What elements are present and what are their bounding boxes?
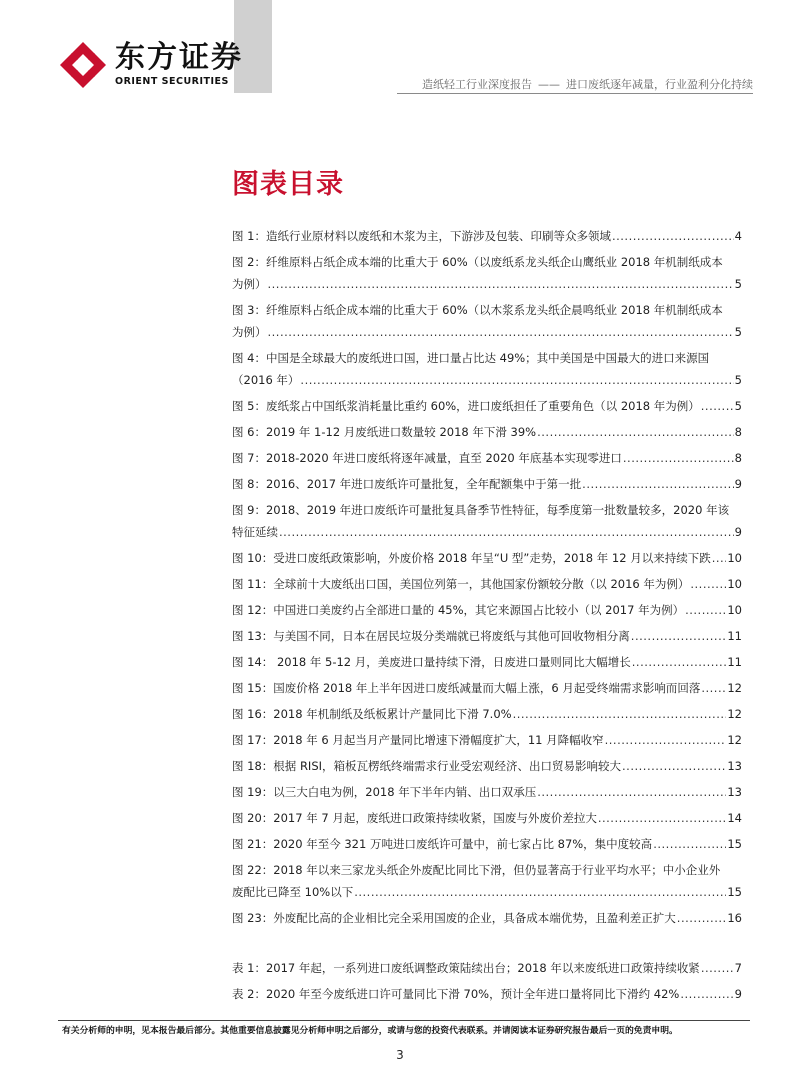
toc-figure-entry[interactable] — [232, 755, 742, 777]
dot-leader — [632, 651, 727, 673]
toc-figure-entry-page-number: 9 — [734, 525, 742, 539]
toc-table-entry-text: 表 1：2017 年起，一系列进口废纸调整政策陆续出台；2018 年以来废纸进口政策持续收紧 — [232, 961, 700, 975]
dot-leader — [268, 273, 734, 295]
toc-figure-entry-text: 图 14： 2018 年 5-12 月，美废进口量持续下滑，日废进口量则同比大幅增长 — [232, 655, 631, 669]
toc-figure-entry-page-number: 5 — [734, 325, 742, 339]
toc-figure-entry-text: 图 8：2016、2017 年进口废纸许可量批复，全年配额集中于第一批 — [232, 477, 582, 491]
toc-figure-entry-page-number: 8 — [734, 451, 742, 465]
toc-figure-entry-text: 图 11：全球前十大废纸出口国，美国位列第一，其他国家份额较分散（以 2016 年为例） — [232, 577, 690, 591]
toc-figure-entry[interactable] — [232, 547, 742, 569]
toc-table-entry-page-number: 7 — [734, 961, 742, 975]
toc-title: 图表目录 — [232, 169, 344, 200]
toc-figure-entry[interactable] — [232, 299, 742, 343]
dot-leader — [537, 781, 726, 803]
toc-figure-entry-text: 图 13：与美国不同，日本在居民垃圾分类端就已将废纸与其他可回收物相分离 — [232, 629, 630, 643]
dot-leader — [677, 907, 727, 929]
dot-leader — [685, 599, 726, 621]
toc-figure-entry-page-number: 5 — [734, 277, 742, 291]
toc-figure-entry-text: 图 12：中国进口美废约占全部进口量的 45%，其它来源国占比较小（以 2017 年为例） — [232, 603, 685, 617]
toc-figure-entry-text: 为例） — [232, 325, 267, 339]
toc-figure-entry-text: 图 18：根据 RISI，箱板瓦楞纸终端需求行业受宏观经济、出口贸易影响较大 — [232, 759, 622, 773]
toc-figure-entry-text: 图 5：废纸浆占中国纸浆消耗量比重约 60%，进口废纸担任了重要角色（以 2018 年为例） — [232, 399, 700, 413]
toc-figure-entry[interactable] — [232, 251, 742, 295]
dot-leader — [631, 625, 727, 647]
dot-leader — [582, 473, 734, 495]
toc-figure-entry[interactable] — [232, 499, 742, 543]
toc-figure-entry[interactable] — [232, 651, 742, 673]
dot-leader — [268, 321, 734, 343]
toc-figure-entry-text: 图 1：造纸行业原材料以废纸和木浆为主，下游涉及包装、印刷等众多领域 — [232, 229, 611, 243]
toc-figure-entry-text: 图 7：2018-2020 年进口废纸将逐年减量，直至 2020 年底基本实现零进口 — [232, 451, 622, 465]
toc-figure-entry[interactable] — [232, 225, 742, 247]
toc-figure-entry-text: 特征延续 — [232, 525, 278, 539]
toc-figure-entry[interactable] — [232, 833, 742, 855]
brand-name-en: ORIENT SECURITIES — [115, 76, 229, 87]
toc-table-entry-page-number: 9 — [734, 987, 742, 1001]
dot-leader — [690, 573, 726, 595]
toc-figure-entry[interactable] — [232, 781, 742, 803]
dot-leader — [300, 369, 733, 391]
toc-figure-entry-page-number: 14 — [727, 811, 742, 825]
toc-figure-entry[interactable] — [232, 807, 742, 829]
toc-figure-entry-page-number: 12 — [727, 681, 742, 695]
toc-figure-entry[interactable] — [232, 573, 742, 595]
report-type: 造纸轻工行业深度报告 — [422, 78, 532, 91]
dot-leader — [513, 703, 727, 725]
toc-list — [232, 225, 742, 1009]
toc-figure-entry[interactable] — [232, 599, 742, 621]
report-title: 进口废纸逐年减量，行业盈利分化持续 — [566, 78, 753, 91]
table-list — [232, 957, 742, 1005]
toc-figure-entry[interactable] — [232, 473, 742, 495]
toc-figure-entry[interactable] — [232, 447, 742, 469]
dot-leader — [680, 983, 733, 1005]
brand-name-cn: 东方证券 — [115, 40, 243, 75]
dot-leader — [712, 547, 727, 569]
toc-figure-entry-page-number: 10 — [727, 551, 742, 565]
toc-figure-entry[interactable] — [232, 395, 742, 417]
toc-figure-entry[interactable] — [232, 421, 742, 443]
toc-figure-entry-text: 图 16：2018 年机制纸及纸板累计产量同比下滑 7.0% — [232, 707, 512, 721]
toc-figure-entry-text: 图 4：中国是全球最大的废纸进口国，进口量占比达 49%；其中美国是中国最大的进口来源国 — [232, 351, 710, 365]
footer-disclaimer: 有关分析师的申明，见本报告最后部分。其他重要信息披露见分析师申明之后部分，或请与您的投资代表联系。并请阅读本证券研究报告最后一页的免责申明。 — [62, 1026, 678, 1036]
toc-figure-entry[interactable] — [232, 625, 742, 647]
dot-leader — [598, 807, 727, 829]
dot-leader — [354, 881, 726, 903]
toc-figure-entry-page-number: 5 — [734, 373, 742, 387]
toc-figure-entry-page-number: 13 — [727, 759, 742, 773]
toc-figure-entry-page-number: 13 — [727, 785, 742, 799]
toc-figure-entry[interactable] — [232, 859, 742, 903]
toc-figure-entry-page-number: 10 — [727, 577, 742, 591]
toc-figure-entry-page-number: 16 — [727, 911, 742, 925]
toc-figure-entry-page-number: 10 — [727, 603, 742, 617]
toc-figure-entry-text: 为例） — [232, 277, 267, 291]
toc-figure-entry-text: 图 23：外废配比高的企业相比完全采用国废的企业，具备成本端优势，且盈利差正扩大 — [232, 911, 676, 925]
toc-figure-entry-page-number: 12 — [727, 707, 742, 721]
toc-figure-entry-text: 图 2：纤维原料占纸企成本端的比重大于 60%（以废纸系龙头纸企山鹰纸业 2018 年机制纸成本 — [232, 255, 723, 269]
toc-figure-entry-text: 图 19：以三大白电为例，2018 年下半年内销、出口双承压 — [232, 785, 537, 799]
toc-figure-entry-page-number: 15 — [727, 837, 742, 851]
orient-securities-logo-icon — [58, 40, 108, 90]
dot-leader — [701, 677, 726, 699]
page-number: 3 — [396, 1048, 404, 1062]
toc-figure-entry-page-number: 11 — [727, 629, 742, 643]
toc-figure-entry[interactable] — [232, 907, 742, 929]
dot-leader — [701, 395, 734, 417]
toc-figure-entry-page-number: 9 — [734, 477, 742, 491]
toc-figure-entry-page-number: 8 — [734, 425, 742, 439]
toc-figure-entry-page-number: 12 — [727, 733, 742, 747]
toc-figure-entry-text: 图 6：2019 年 1-12 月废纸进口数量较 2018 年下滑 39% — [232, 425, 537, 439]
dot-leader — [279, 521, 734, 543]
toc-figure-entry-text: 废配比已降至 10%以下 — [232, 885, 354, 899]
toc-figure-entry-text: 图 22：2018 年以来三家龙头纸企外废配比同比下滑，但仍显著高于行业平均水平；中小企业外 — [232, 863, 721, 877]
toc-figure-entry-page-number: 15 — [727, 885, 742, 899]
toc-table-entry-text: 表 2：2020 年至今废纸进口许可量同比下滑 70%，预计全年进口量将同比下滑约 42% — [232, 987, 680, 1001]
toc-figure-entry-text: 图 21：2020 年至今 321 万吨进口废纸许可量中，前七家占比 87%，集中度较高 — [232, 837, 653, 851]
toc-figure-entry-text: 图 17：2018 年 6 月起当月产量同比增速下滑幅度扩大，11 月降幅收窄 — [232, 733, 604, 747]
footer-divider — [58, 1020, 750, 1021]
dot-leader — [537, 421, 734, 443]
header-separator: —— — [538, 78, 560, 91]
toc-figure-entry-text: 图 3：纤维原料占纸企成本端的比重大于 60%（以木浆系龙头纸企晨鸣纸业 2018 年机制纸成本 — [232, 303, 723, 317]
toc-figure-entry-text: 图 9：2018、2019 年进口废纸许可量批复具备季节性特征，每季度第一批数量较多，2020 年该 — [232, 503, 730, 517]
toc-figure-entry[interactable] — [232, 703, 742, 725]
toc-figure-entry[interactable] — [232, 729, 742, 751]
toc-figure-entry-text: 图 10：受进口废纸政策影响，外废价格 2018 年呈“U 型”走势，2018 年 12 月以来持续下跌 — [232, 551, 711, 565]
toc-table-entry[interactable] — [232, 957, 742, 979]
report-header — [422, 76, 753, 92]
dot-leader — [701, 957, 734, 979]
dot-leader — [623, 447, 734, 469]
header-divider — [397, 93, 753, 94]
toc-gap — [232, 933, 742, 957]
toc-figure-entry-page-number: 5 — [734, 399, 742, 413]
toc-figure-entry[interactable] — [232, 347, 742, 391]
dot-leader — [612, 225, 734, 247]
toc-figure-entry-text: 图 15：国废价格 2018 年上半年因进口废纸减量而大幅上涨，6 月起受终端需求影响而回落 — [232, 681, 701, 695]
toc-figure-entry-page-number: 4 — [734, 229, 742, 243]
dot-leader — [653, 833, 726, 855]
toc-figure-entry[interactable] — [232, 677, 742, 699]
figure-list — [232, 225, 742, 929]
dot-leader — [622, 755, 726, 777]
toc-figure-entry-page-number: 11 — [727, 655, 742, 669]
toc-table-entry[interactable] — [232, 983, 742, 1005]
toc-figure-entry-text: 图 20：2017 年 7 月起，废纸进口政策持续收紧，国废与外废价差拉大 — [232, 811, 597, 825]
toc-figure-entry-text: （2016 年） — [232, 373, 300, 387]
dot-leader — [605, 729, 727, 751]
